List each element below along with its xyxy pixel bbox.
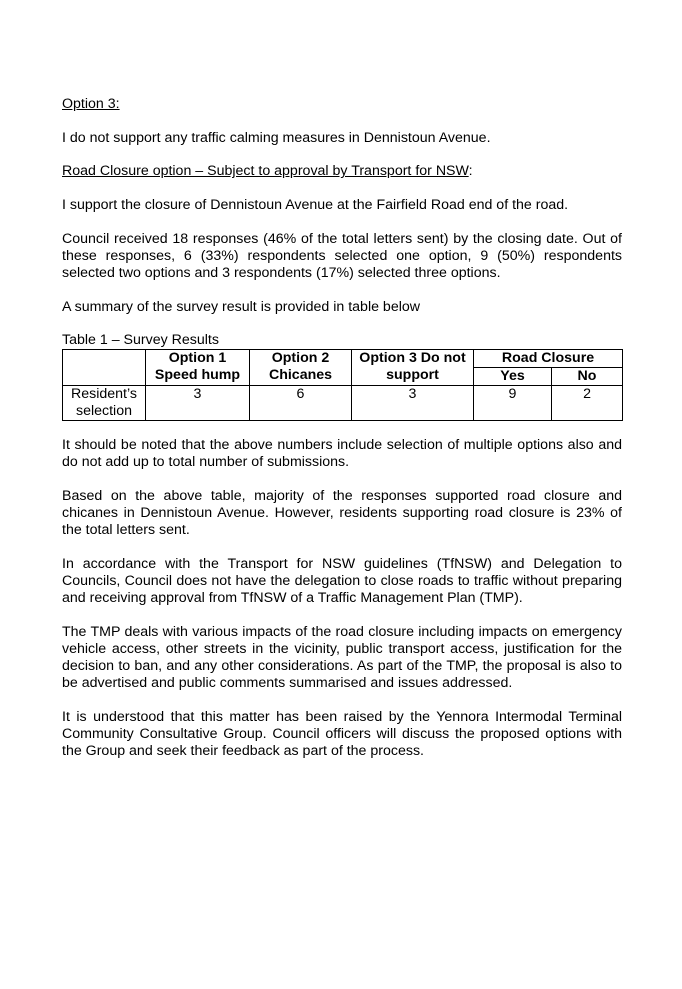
survey-results-table [62,349,623,421]
body-paragraph: It is understood that this matter has been raised by the Yennora Intermodal Terminal Community Consultative Group. Council officers will discuss the proposed options with the Group and seek their feedback as part of the process. [62,709,622,760]
table-corner-cell [63,349,146,385]
table-row [63,385,623,420]
table-header-row [63,349,623,367]
cell-option2: 6 [250,385,352,420]
cell-option1: 3 [146,385,250,420]
responses-paragraph: Council received 18 responses (46% of the total letters sent) by the closing date. Out of these responses, 6 (33%) respondents selected one option, 9 (50%) respondents selected two options and 3 respondents (17%) selected three options. [62,230,622,282]
header-option1: Option 1 Speed hump [146,349,250,385]
header-yes: Yes [474,367,552,385]
body-paragraph: In accordance with the Transport for NSW guidelines (TfNSW) and Delegation to Councils, Council does not have the delegation to close roads to traffic without preparing and receiving approval from TfNSW of a Traffic Management Plan (TMP). [62,555,622,607]
road-closure-heading-suffix: : [468,163,473,180]
body-paragraph: The TMP deals with various impacts of the road closure including impacts on emergency vehicle access, other streets in the vicinity, public transport access, justification for the decision to ban, and any other considerations. As part of the TMP, the proposal is also to be advertised and public comments summarised and issues addressed. [62,623,622,692]
road-closure-heading-text: Road Closure option – Subject to approval by Transport for NSW [62,163,469,180]
body-paragraph: It should be noted that the above numbers include selection of multiple options also and do not add up to total number of submissions. [62,436,622,470]
option3-text: I do not support any traffic calming measures in Dennistoun Avenue. [62,129,491,146]
header-option2: Option 2 Chicanes [250,349,352,385]
header-no: No [552,367,623,385]
table-caption: Table 1 – Survey Results [62,331,219,348]
cell-option3: 3 [352,385,474,420]
header-option3: Option 3 Do not support [352,349,474,385]
cell-no: 2 [552,385,623,420]
summary-intro: A summary of the survey result is provided in table below [62,298,421,315]
option3-heading: Option 3: [62,96,120,112]
cell-yes: 9 [474,385,552,420]
road-closure-text: I support the closure of Dennistoun Avenue at the Fairfield Road end of the road. [62,197,569,214]
road-closure-heading [62,163,622,180]
header-road-closure: Road Closure [474,349,623,367]
row-label: Resident’s selection [63,385,146,420]
body-paragraph: Based on the above table, majority of the responses supported road closure and chicanes in Dennistoun Avenue. However, residents supporting road closure is 23% of the total letters sent. [62,487,622,538]
document-page [62,96,622,761]
